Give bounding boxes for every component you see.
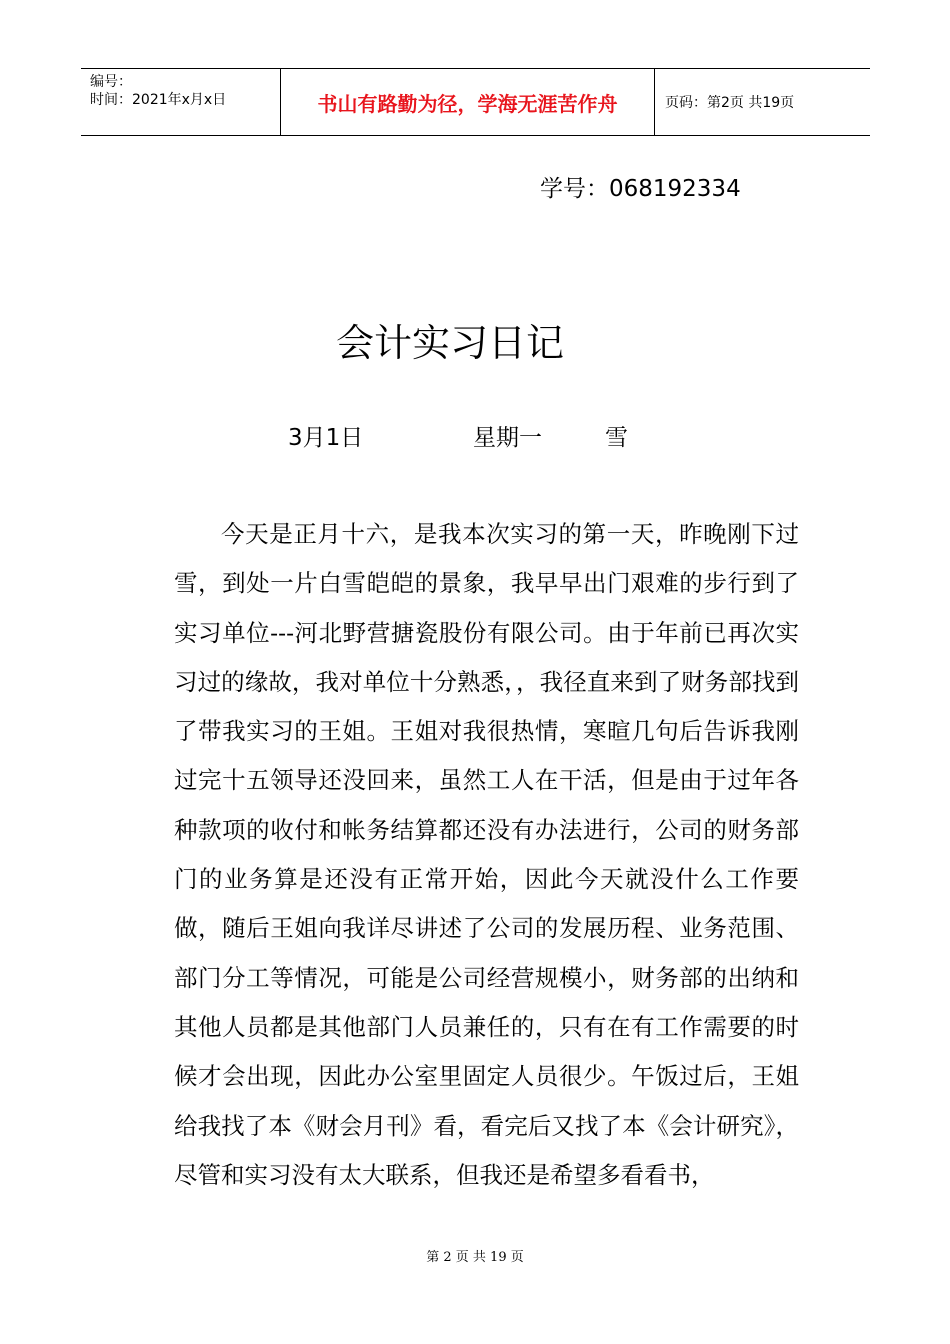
entry-weekday: 星期一 xyxy=(473,425,542,451)
document-number-label: 编号： xyxy=(90,74,132,90)
diary-body-paragraph: 今天是正月十六，是我本次实习的第一天，昨晚刚下过雪，到处一片白雪皑皑的景象，我早早出门艰难的步行到了实习单位---河北野营搪瓷股份有限公司。由于年前已再次实习过的缘故，我对单位十分熟悉，，我径直来到了财务部找到了带我实习的王姐。王姐对我很热情，寒暄几句后告诉我刚过完十五领导还没回来，虽然工人在干活，但是由于过年各种款项的收付和帐务结算都还没有办法进行，公司的财务部门的业务算是还没有正常开始，因此今天就没什么工作要做，随后王姐向我详尽讲述了公司的发展历程、业务范围、部门分工等情况，可能是公司经营规模小，财务部的出纳和其他人员都是其他部门人员兼任的，只有在有工作需要的时候才会出现，因此办公室里固定人员很少。午饭过后，王姐给我找了本《财会月刊》看，看完后又找了本《会计研究》，尽管和实习没有太大联系，但我还是希望多看看书， xyxy=(174,520,799,1189)
entry-weather: 雪 xyxy=(605,425,628,451)
entry-date: 3月1日 xyxy=(288,425,364,451)
document-date-label: 时间：2021年x月x日 xyxy=(90,92,227,108)
student-number: 学号：068192334 xyxy=(540,176,741,202)
header-page-info: 页码：第2页 共19页 xyxy=(665,95,795,111)
header-meta-cell xyxy=(81,69,281,135)
page-footer: 第 2 页 共 19 页 xyxy=(426,1250,524,1265)
header-motto: 书山有路勤为径，学海无涯苦作舟 xyxy=(281,69,655,135)
page-title: 会计实习日记 xyxy=(335,321,564,365)
header-table xyxy=(81,68,870,136)
